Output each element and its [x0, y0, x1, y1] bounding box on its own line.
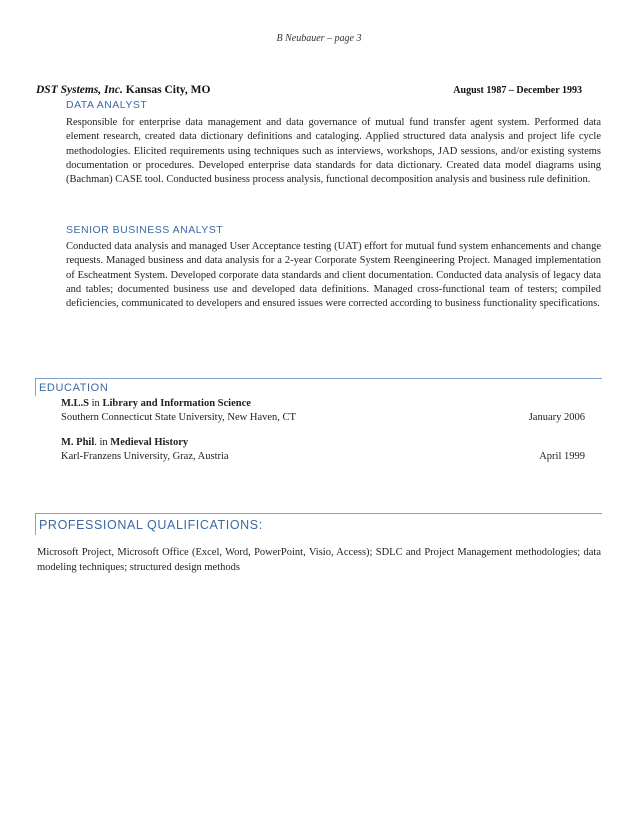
degree-field: Medieval History [110, 437, 189, 448]
degree-name: M.L.S [61, 398, 90, 409]
degree-connector: in [91, 398, 100, 409]
role-description-data-analyst: Responsible for enterprise data management and data governance of mutual fund transfer agent system. Performed data element research, created data dictionary definitions and cataloging. Applied structured data analysis and project life cycle methodologies. Elicited requirements using techniques such as interviews, workshops, JAD sessions, and/or existing systems documentation or procedures. Developed enterprise data standards for data dictionary. Created data model diagrams using (Bachman) CASE tool. Conducted business process analysis, functional decomposition analysis and business rule definition. [66, 117, 601, 186]
degree-field: Library and Information Science [102, 398, 251, 409]
education-entry [61, 397, 585, 425]
graduation-date: January 2006 [528, 412, 585, 423]
job-dates: August 1987 – December 1993 [453, 85, 582, 96]
job-location: Kansas City, MO [125, 84, 211, 96]
job-heading [36, 84, 582, 96]
graduation-date: April 1999 [539, 451, 585, 462]
role-description-senior-business-analyst: Conducted data analysis and managed User Acceptance testing (UAT) effort for mutual fund system enhancements and change requests. Managed business and data analysis for a 2-year Corporate System Reengineering Project. Managed implementation of Escheatment System. Developed corporate data standards and client documentation. Conducted data analysis of legacy data and tables; documented business use and developed data definitions. Managed cross-functional team of testers; compiled deficiencies, communicated to developers and ensured issues were corrected according to business functionality specifications. [66, 241, 601, 310]
qualifications-text: Microsoft Project, Microsoft Office (Excel, Word, PowerPoint, Visio, Access); SDLC and Project Management methodologies; data modeling techniques; structured design methods [37, 547, 601, 573]
qualifications-heading-label: PROFESSIONAL QUALIFICATIONS: [39, 518, 263, 532]
institution-row [61, 450, 585, 464]
qualifications-heading [35, 513, 602, 535]
degree-line [61, 436, 585, 450]
page-header: B Neubauer – page 3 [276, 33, 362, 44]
company-name: DST Systems, Inc. [36, 84, 123, 96]
degree-name: M. Phil [61, 437, 95, 448]
institution-name: Southern Connecticut State University, New Haven, CT [61, 412, 296, 423]
role-title-senior-business-analyst: SENIOR BUSINESS ANALYST [66, 224, 224, 236]
degree-connector: . in [94, 437, 108, 448]
education-heading-label: EDUCATION [39, 382, 109, 394]
role-title-data-analyst: DATA ANALYST [66, 99, 148, 111]
degree-line [61, 397, 585, 411]
education-entry [61, 436, 585, 464]
institution-name: Karl-Franzens University, Graz, Austria [61, 451, 229, 462]
education-heading [35, 378, 602, 396]
institution-row [61, 411, 585, 425]
